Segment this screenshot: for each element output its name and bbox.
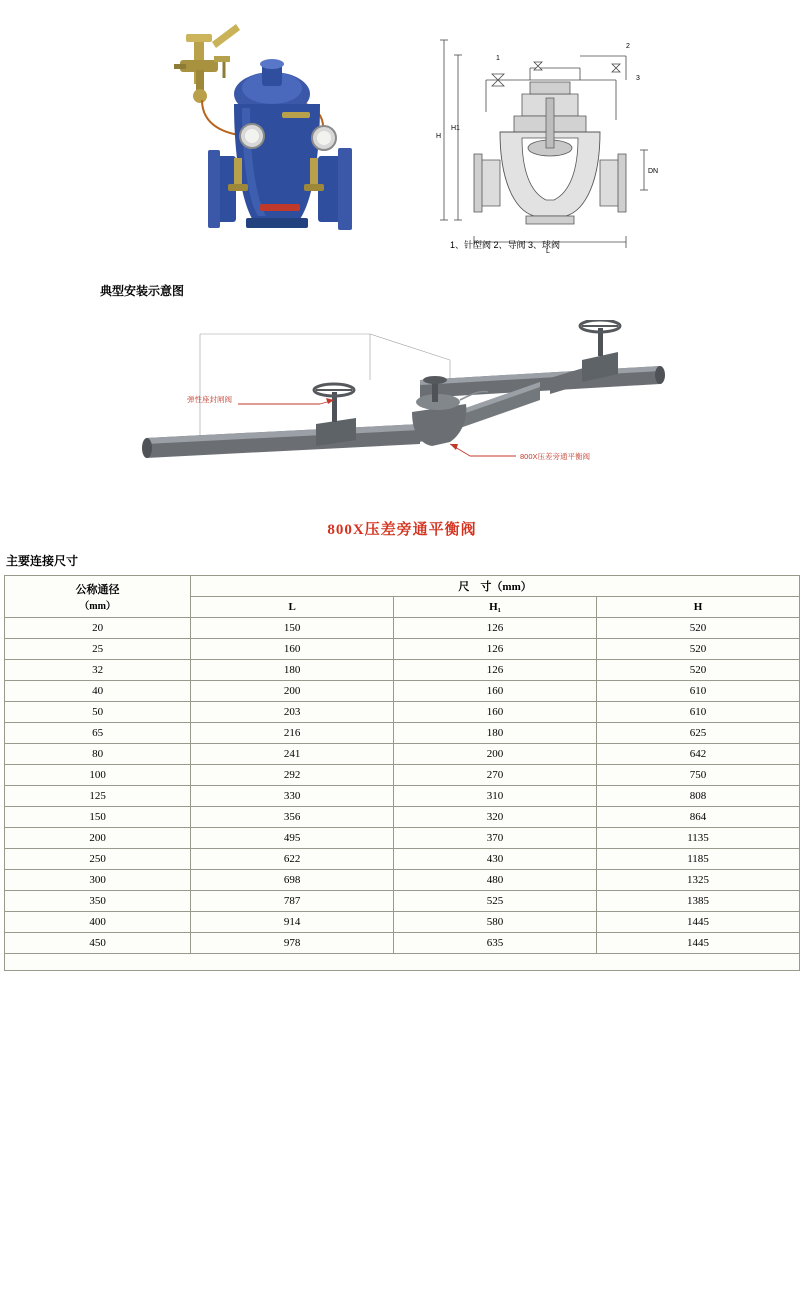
header-dn-line2: （mm） bbox=[79, 601, 116, 612]
sectional-drawing bbox=[430, 20, 670, 260]
cell-h: 625 bbox=[597, 723, 800, 744]
cell-dn: 125 bbox=[5, 786, 191, 807]
cell-l: 914 bbox=[191, 912, 394, 933]
install-diagram-title: 典型安装示意图 bbox=[100, 284, 185, 298]
table-row bbox=[5, 870, 800, 891]
table-row bbox=[5, 828, 800, 849]
cell-h: 1445 bbox=[597, 933, 800, 954]
header-size-group: 尺 寸（mm） bbox=[191, 576, 800, 597]
cell-dn: 350 bbox=[5, 891, 191, 912]
dimension-table-wrap bbox=[4, 575, 800, 971]
cell-l: 356 bbox=[191, 807, 394, 828]
cell-dn: 150 bbox=[5, 807, 191, 828]
table-row bbox=[5, 786, 800, 807]
cell-h1: 126 bbox=[394, 618, 597, 639]
cell-dn: 300 bbox=[5, 870, 191, 891]
cell-h: 520 bbox=[597, 660, 800, 681]
cell-dn: 40 bbox=[5, 681, 191, 702]
cell-h: 750 bbox=[597, 765, 800, 786]
cell-l: 787 bbox=[191, 891, 394, 912]
table-row bbox=[5, 618, 800, 639]
cell-h: 610 bbox=[597, 702, 800, 723]
cell-l: 241 bbox=[191, 744, 394, 765]
drawing-mark-2: 2 bbox=[626, 43, 630, 50]
table-row bbox=[5, 660, 800, 681]
cell-l: 216 bbox=[191, 723, 394, 744]
dimension-table-body bbox=[5, 618, 800, 954]
table-row bbox=[5, 681, 800, 702]
cell-l: 203 bbox=[191, 702, 394, 723]
table-row bbox=[5, 933, 800, 954]
cell-h: 808 bbox=[597, 786, 800, 807]
cell-l: 292 bbox=[191, 765, 394, 786]
cell-dn: 80 bbox=[5, 744, 191, 765]
header-col-H: H bbox=[597, 597, 800, 618]
cell-h1: 480 bbox=[394, 870, 597, 891]
cell-l: 200 bbox=[191, 681, 394, 702]
cell-h: 1445 bbox=[597, 912, 800, 933]
cell-l: 495 bbox=[191, 828, 394, 849]
cell-l: 330 bbox=[191, 786, 394, 807]
install-diagram bbox=[120, 320, 680, 510]
dimension-label-h: H bbox=[436, 133, 442, 140]
dimension-label-l: L bbox=[546, 248, 550, 255]
cell-h1: 370 bbox=[394, 828, 597, 849]
cell-h1: 180 bbox=[394, 723, 597, 744]
product-photo bbox=[150, 8, 400, 258]
cell-h1: 200 bbox=[394, 744, 597, 765]
cell-h1: 320 bbox=[394, 807, 597, 828]
cell-h: 1185 bbox=[597, 849, 800, 870]
cell-h: 642 bbox=[597, 744, 800, 765]
cell-h1: 126 bbox=[394, 639, 597, 660]
cell-h: 520 bbox=[597, 639, 800, 660]
cell-l: 622 bbox=[191, 849, 394, 870]
dimension-label-dn: DN bbox=[648, 168, 659, 175]
table-bottom-pad bbox=[4, 954, 800, 971]
table-row bbox=[5, 765, 800, 786]
callout-main-valve: 800X压差旁通平衡阀 bbox=[520, 452, 591, 461]
cell-dn: 450 bbox=[5, 933, 191, 954]
cell-h1: 126 bbox=[394, 660, 597, 681]
cell-h1: 310 bbox=[394, 786, 597, 807]
cell-dn: 25 bbox=[5, 639, 191, 660]
cell-h1: 635 bbox=[394, 933, 597, 954]
cell-l: 698 bbox=[191, 870, 394, 891]
cell-dn: 50 bbox=[5, 702, 191, 723]
cell-l: 978 bbox=[191, 933, 394, 954]
dimension-table bbox=[4, 575, 800, 954]
cell-h1: 525 bbox=[394, 891, 597, 912]
header-col-L: L bbox=[191, 597, 394, 618]
cell-dn: 100 bbox=[5, 765, 191, 786]
cell-h1: 160 bbox=[394, 702, 597, 723]
cell-h1: 270 bbox=[394, 765, 597, 786]
cell-l: 150 bbox=[191, 618, 394, 639]
table-row bbox=[5, 891, 800, 912]
callout-gate-valve: 弹性座封闸阀 bbox=[187, 395, 232, 404]
cell-h: 1135 bbox=[597, 828, 800, 849]
cell-dn: 400 bbox=[5, 912, 191, 933]
product-name: 800X压差旁通平衡阀 bbox=[327, 522, 477, 538]
cell-dn: 65 bbox=[5, 723, 191, 744]
drawing-legend: 1、针型阀 2、导阀 3、球阀 bbox=[450, 240, 561, 250]
cell-h: 610 bbox=[597, 681, 800, 702]
cell-dn: 32 bbox=[5, 660, 191, 681]
cell-l: 160 bbox=[191, 639, 394, 660]
drawing-mark-3: 3 bbox=[636, 75, 640, 82]
dimension-table-title: 主要连接尺寸 bbox=[6, 554, 79, 568]
cell-h: 1385 bbox=[597, 891, 800, 912]
header-dn-line1: 公称通径 bbox=[75, 584, 120, 596]
cell-h1: 580 bbox=[394, 912, 597, 933]
table-row bbox=[5, 744, 800, 765]
dimension-label-h1: H1 bbox=[451, 125, 460, 132]
cell-dn: 200 bbox=[5, 828, 191, 849]
table-row bbox=[5, 849, 800, 870]
cell-h1: 430 bbox=[394, 849, 597, 870]
cell-h: 520 bbox=[597, 618, 800, 639]
cell-l: 180 bbox=[191, 660, 394, 681]
cell-h: 1325 bbox=[597, 870, 800, 891]
table-header-row-1 bbox=[5, 576, 800, 597]
table-row bbox=[5, 912, 800, 933]
cell-dn: 250 bbox=[5, 849, 191, 870]
table-row bbox=[5, 639, 800, 660]
top-illustration-row bbox=[0, 0, 804, 270]
table-row bbox=[5, 723, 800, 744]
cell-dn: 20 bbox=[5, 618, 191, 639]
header-nominal-diameter bbox=[5, 576, 191, 618]
table-row bbox=[5, 702, 800, 723]
cell-h1: 160 bbox=[394, 681, 597, 702]
table-row bbox=[5, 807, 800, 828]
cell-h: 864 bbox=[597, 807, 800, 828]
drawing-mark-1: 1 bbox=[496, 55, 500, 62]
header-col-H1: H₁ bbox=[394, 597, 597, 618]
